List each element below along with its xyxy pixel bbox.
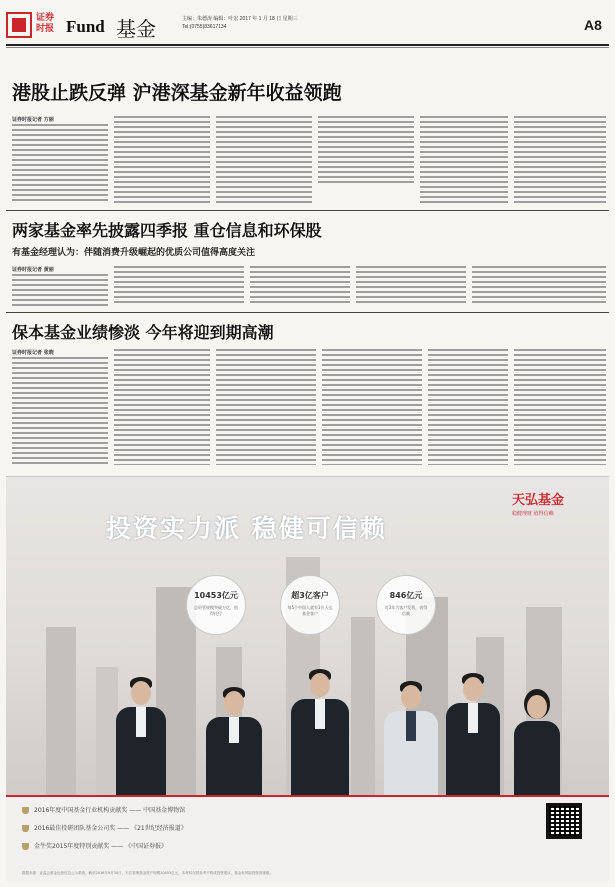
article-3-column-5: [428, 349, 508, 465]
ad-person-4: [384, 681, 438, 797]
article-2-column-4: [356, 266, 466, 306]
article-1-column-3: [216, 116, 312, 204]
section-title-cn: 基金: [116, 17, 156, 41]
ad-awards-panel: [6, 797, 609, 881]
article-3-column-3: [216, 349, 316, 465]
masthead: [0, 0, 615, 50]
ad-slogan: 投资实力派 稳健可信赖: [106, 514, 387, 543]
trophy-icon: [22, 807, 29, 814]
article-1-column-2: [114, 116, 210, 204]
ad-stat-1-value: 10453亿元: [194, 591, 238, 600]
qr-code-icon[interactable]: [546, 803, 582, 839]
ad-brand-block: [512, 489, 592, 517]
article-3-headline[interactable]: 保本基金业绩惨淡 今年将迎到期高潮: [12, 323, 274, 342]
masthead-rule: [6, 44, 609, 46]
ad-person-6: [514, 691, 560, 797]
article-2-headline[interactable]: 两家基金率先披露四季报 重仓信息和环保股: [12, 221, 322, 240]
ad-person-1: [116, 677, 166, 797]
article-separator-1: [6, 210, 609, 211]
newspaper-logo-icon: [6, 12, 32, 38]
ad-stat-2-value: 超3亿客户: [291, 591, 329, 600]
article-separator-2: [6, 312, 609, 313]
ad-disclaimer: 数据来源：证监会基金运营信息公示系统，截至2016年9月30日，天弘管理基金资产规模10453亿元，本材料仅供参考不构成投资建议，基金有风险投资须谨慎。: [22, 871, 273, 875]
article-2-subheadline: 有基金经理认为：伴随消费升级崛起的优质公司值得高度关注: [12, 248, 256, 258]
article-3-column-1: [12, 357, 108, 465]
article-2-column-3: [250, 266, 350, 306]
ad-brand-tagline: 稳健理财 值得信赖: [512, 511, 554, 517]
page-number: A8: [584, 17, 602, 33]
article-1-column-4: [318, 116, 414, 184]
ad-stat-3-desc: 近3年为客户发利，表得信赖: [384, 605, 428, 616]
masthead-tel: Tel:(0755)83617134: [182, 24, 227, 30]
ad-stat-2: [280, 575, 340, 635]
article-1-headline[interactable]: 港股止跌反弹 沪港深基金新年收益领跑: [12, 82, 342, 104]
ad-award-3: 金牛奖2015年度特别贡献奖 —— 《中国证券报》: [22, 841, 167, 850]
masthead-editors: 主编：朱德涛 编辑：叶宏 2017 年 1 月 18 日 星期三: [182, 16, 298, 22]
masthead-rule-thin: [6, 47, 609, 48]
article-3-column-2: [114, 349, 210, 465]
article-2-column-1: [12, 274, 108, 306]
trophy-icon: [22, 825, 29, 832]
article-2-column-2: [114, 266, 244, 306]
article-3-byline: 证券时报记者 张晓: [12, 350, 54, 356]
article-2-column-5: [472, 266, 606, 306]
article-1-byline: 证券时报记者 方丽: [12, 117, 54, 123]
newspaper-logo-text: 证券时报: [36, 12, 55, 33]
article-3-column-4: [322, 349, 422, 465]
ad-award-2: 2016最佳投研团队基金公司奖 —— 《21世纪经济报道》: [22, 823, 187, 832]
article-1-column-5: [420, 116, 508, 204]
ad-stat-3: [376, 575, 436, 635]
ad-award-1: 2016年度中国基金行业机构贡献奖 —— 中国基金博物馆: [22, 805, 185, 814]
ad-stat-1-desc: 总资管规模突破万亿，值得托付: [194, 605, 238, 616]
article-2-byline: 证券时报记者 黄丽: [12, 267, 54, 273]
article-1-column-6: [514, 116, 606, 204]
ad-stat-3-value: 846亿元: [389, 591, 423, 600]
trophy-icon: [22, 843, 29, 850]
masthead-meta: [182, 15, 482, 31]
ad-person-2: [206, 687, 262, 797]
fund-advertisement[interactable]: [6, 476, 609, 881]
article-1-column-1: [12, 124, 108, 204]
ad-brand-name: 天弘基金: [512, 493, 565, 508]
ad-person-5: [446, 673, 500, 797]
ad-person-3: [291, 669, 349, 797]
article-3-column-6: [514, 349, 606, 465]
ad-stat-2-desc: 每5个中国人就有1位天弘基金客户: [287, 605, 333, 616]
section-title-en: Fund: [66, 17, 105, 36]
ad-stat-1: [186, 575, 246, 635]
